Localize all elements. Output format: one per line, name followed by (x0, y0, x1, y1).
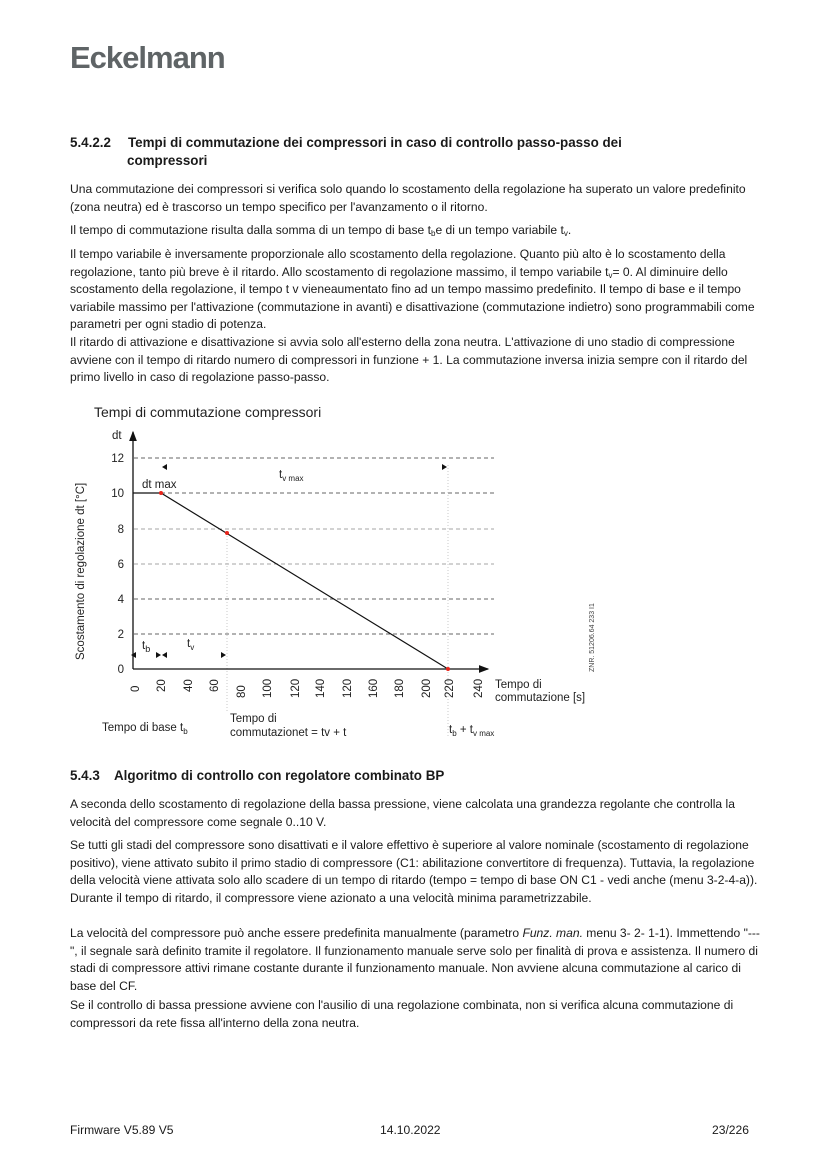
svg-text:2: 2 (117, 629, 124, 641)
paragraph: Il ritardo di attivazione e disattivazione si avvia solo all'esterno della zona neutra. L'attivazione di uno stadio di compressione avviene con il tempo di ritardo numero di compressori in funzione + 1. La commutazione inversa inizia sempre con il ritardo del primo livello in caso di regolazione passo-passo. (70, 335, 748, 385)
paragraph: Il tempo variabile è inversamente proporzionale allo scostamento della regolazione. Quanto più alto è lo scostamento della regolazione, tanto più breve è il ritardo. Allo scostamento di regolazione massimo, il tempo variabile $t_v= 0$. Al diminuire dello scostamento della regolazione, il tempo t v vieneaumentato fino ad un tempo massimo predefinito. Il tempo di base e il tempo variabile massimo per l'attivazione (commutazione in avanti) e disattivazione (commutazione indietro) sono programmabili come parametri per ogni stadio di potenza. (70, 247, 755, 332)
caption-max-time: $t_b + t_{v max}$ (449, 724, 495, 738)
section-title: Algoritmo di controllo con regolatore combinato BP (114, 768, 445, 783)
svg-text:100: 100 (262, 678, 274, 698)
y-axis-label: Scostamento di regolazione dt [°C] (75, 482, 87, 660)
paragraph: A seconda dello scostamento di regolazione della bassa pressione, viene calcolata una grandezza regolante che controlla la velocità del compressore come segnale 0..10 V. (70, 797, 735, 829)
caption-switching-time-line1: Tempo di (230, 713, 277, 725)
marker-end (446, 667, 450, 671)
marker-mid (225, 531, 229, 535)
section-title-line1: Tempi di commutazione dei compressori in caso di controllo passo-passo dei (128, 135, 622, 150)
svg-text:20: 20 (156, 679, 168, 692)
paragraph: Il tempo di commutazione risulta dalla somma di un tempo di base $t_be$ di un tempo variabile $t_v$. (70, 223, 572, 238)
arrow-left-icon (162, 464, 167, 470)
svg-text:4: 4 (117, 594, 124, 606)
svg-text:120: 120 (342, 678, 354, 698)
tb-label: $t_b$ (142, 640, 151, 654)
x-axis-label-line2: commutazione [s] (495, 692, 586, 704)
section-title-line2: compressori (127, 153, 208, 168)
svg-text:60: 60 (209, 679, 221, 692)
section-number: 5.4.3 (70, 768, 100, 783)
paragraph: La velocità del compressore può anche essere predefinita manualmente (parametro Funz. man. menu 3- 2- 1-1). Immettendo "---", il segnale sarà definito tramite il regolatore. Il funzionamento manuale serve solo per finalità di prova e assistenza. Il numero di stadi di compressore attivi rimane costante durante il funzionamento manuale. Non avviene alcuna commutazione al carico di base del CF. (70, 926, 760, 993)
reference-code: ZNR. 51206.64 233 I1 (589, 603, 596, 672)
grid-lines (134, 458, 494, 634)
chart-title: Tempi di commutazione compressori (94, 404, 322, 420)
svg-text:140: 140 (315, 678, 327, 698)
svg-text:240: 240 (473, 678, 485, 698)
y-axis-top-label: dt (112, 430, 122, 442)
svg-text:200: 200 (421, 678, 433, 698)
svg-text:0: 0 (130, 685, 142, 692)
svg-text:0: 0 (117, 664, 124, 676)
svg-text:220: 220 (444, 678, 456, 698)
svg-text:120: 120 (290, 678, 302, 698)
svg-text:8: 8 (117, 524, 124, 536)
marker-dt-max (159, 491, 163, 495)
arrow-right-icon (442, 464, 447, 470)
paragraph: Una commutazione dei compressori si verifica solo quando lo scostamento della regolazione ha superato un valore predefinito (zona neutra) ed è trascorso un tempo specifico per l'avanzamento o il ritorno. (70, 182, 746, 214)
eckelmann-logo: Eckelmann (70, 40, 225, 75)
caption-base-time: Tempo di base $t_b$ (102, 722, 188, 736)
tv-max-label: $t_{v max}$ (279, 469, 304, 483)
svg-text:40: 40 (183, 679, 195, 692)
svg-text:6: 6 (117, 559, 124, 571)
footer-date: 14.10.2022 (380, 1123, 441, 1137)
section-number: 5.4.2.2 (70, 135, 111, 150)
paragraph: Se tutti gli stadi del compressore sono disattivati e il valore effettivo è superiore al valore nominale (scostamento di regolazione positivo), viene attivato subito il primo stadio di compressore (C1: abilitazione convertitore di frequenza). Tuttavia, la regolazione della velocità viene attivata solo allo scadere di un tempo di ritardo (tempo = tempo di base ON C1 - vedi anche (menu 3-2-4-a)). Durante il tempo di ritardo, il compressore viene azionato a una velocità minima parametrizzabile. (70, 838, 758, 905)
svg-text:80: 80 (236, 685, 248, 698)
y-tick-labels (111, 453, 124, 676)
svg-text:10: 10 (111, 488, 124, 500)
svg-text:180: 180 (394, 678, 406, 698)
paragraph: Se il controllo di bassa pressione avviene con l'ausilio di una regolazione combinata, non si verifica alcuna commutazione di compressori da rete fissa all'interno della zona neutra. (70, 998, 734, 1030)
dt-max-label: dt max (142, 479, 177, 491)
tv-label: $t_v$ (187, 638, 195, 652)
caption-switching-time-line2: commutazionet = tv + t (230, 727, 347, 739)
data-line (133, 493, 448, 669)
svg-text:12: 12 (111, 453, 124, 465)
svg-text:160: 160 (368, 678, 380, 698)
footer-page-number: 23/226 (712, 1123, 749, 1137)
arrow-right-icon (221, 652, 226, 658)
x-tick-labels (130, 679, 485, 698)
arrow-left-icon (162, 652, 167, 658)
footer-firmware: Firmware V5.89 V5 (70, 1123, 174, 1137)
arrow-right-icon (156, 652, 161, 658)
section-heading-5-4-3 (70, 767, 444, 785)
x-axis-label-line1: Tempo di (495, 679, 542, 691)
